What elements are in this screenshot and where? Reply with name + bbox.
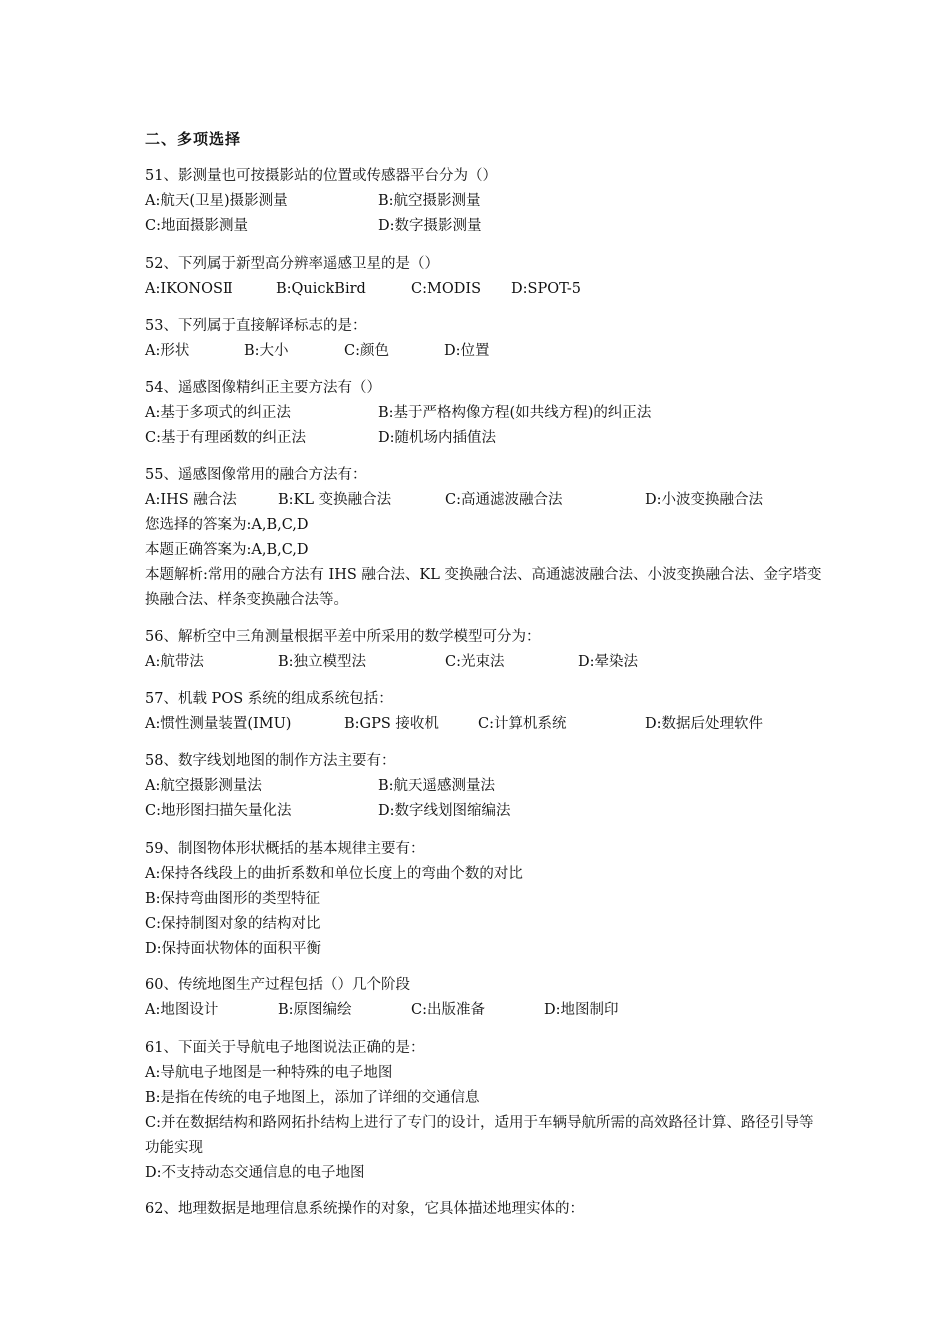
option-c: C:地形图扫描矢量化法 xyxy=(145,803,292,819)
options-row xyxy=(145,799,825,824)
option-c: C:并在数据结构和路网拓扑结构上进行了专门的设计，适用于车辆导航所需的高效路径计算、路径引导等功能实现 xyxy=(145,1115,814,1156)
option-a: A:基于多项式的纠正法 xyxy=(145,405,291,421)
options-row xyxy=(145,189,825,214)
your-answer: 您选择的答案为:A,B,C,D xyxy=(145,517,309,533)
option-a: A:IKONOSⅡ xyxy=(145,281,233,297)
question-stem: 56、解析空中三角测量根据平差中所采用的数学模型可分为： xyxy=(145,629,541,645)
question-51 xyxy=(145,164,825,239)
options-row xyxy=(145,426,825,451)
question-stem: 51、影测量也可按摄影站的位置或传感器平台分为（） xyxy=(145,168,497,184)
option-d: D:不支持动态交通信息的电子地图 xyxy=(145,1165,365,1181)
question-54 xyxy=(145,376,825,451)
option-a: A:航带法 xyxy=(145,654,204,670)
question-stem: 57、机载 POS 系统的组成系统包括： xyxy=(145,691,393,707)
option-b: B:原图编绘 xyxy=(278,1002,352,1018)
option-d: D:数据后处理软件 xyxy=(645,716,764,732)
option-d: D:保持面状物体的面积平衡 xyxy=(145,941,322,957)
option-b: B:基于严格构像方程(如共线方程)的纠正法 xyxy=(378,405,652,421)
option-d: D:数字摄影测量 xyxy=(378,218,482,234)
question-stem: 55、遥感图像常用的融合方法有： xyxy=(145,467,367,483)
question-stem: 53、下列属于直接解译标志的是： xyxy=(145,318,367,334)
question-stem: 52、下列属于新型高分辨率遥感卫星的是（） xyxy=(145,256,439,272)
answer-analysis: 本题解析:常用的融合方法有 IHS 融合法、KL 变换融合法、高通滤波融合法、小波变换融合法、金字塔变换融合法、样条变换融合法等。 xyxy=(145,567,822,608)
question-stem: 62、地理数据是地理信息系统操作的对象，它具体描述地理实体的： xyxy=(145,1201,584,1217)
option-a: A:保持各线段上的曲折系数和单位长度上的弯曲个数的对比 xyxy=(145,866,523,882)
option-c: C:高通滤波融合法 xyxy=(445,492,563,508)
options-row xyxy=(145,214,825,239)
option-c: C:出版准备 xyxy=(411,1002,485,1018)
question-62 xyxy=(145,1197,825,1222)
question-56 xyxy=(145,625,825,675)
question-60 xyxy=(145,973,825,1023)
option-d: D:随机场内插值法 xyxy=(378,430,497,446)
correct-answer: 本题正确答案为:A,B,C,D xyxy=(145,542,309,558)
option-d: D:地图制印 xyxy=(544,1002,619,1018)
question-stem: 61、下面关于导航电子地图说法正确的是： xyxy=(145,1040,425,1056)
option-b: B:航天遥感测量法 xyxy=(378,778,496,794)
option-c: C:光束法 xyxy=(445,654,505,670)
option-c: C:基于有理函数的纠正法 xyxy=(145,430,306,446)
option-b: B:是指在传统的电子地图上，添加了详细的交通信息 xyxy=(145,1090,480,1106)
option-a: A:导航电子地图是一种特殊的电子地图 xyxy=(145,1065,393,1081)
option-d: D:数字线划图缩编法 xyxy=(378,803,511,819)
option-c: C:保持制图对象的结构对比 xyxy=(145,916,321,932)
option-d: D:小波变换融合法 xyxy=(645,492,764,508)
question-53 xyxy=(145,314,825,364)
option-a: A:地图设计 xyxy=(145,1002,219,1018)
option-b: B:QuickBird xyxy=(276,281,366,297)
question-58 xyxy=(145,749,825,824)
question-57 xyxy=(145,687,825,737)
options-row xyxy=(145,998,825,1023)
question-stem: 58、数字线划地图的制作方法主要有： xyxy=(145,753,396,769)
option-d: D:SPOT-5 xyxy=(511,281,582,297)
section-title: 二、多项选择 xyxy=(145,130,242,148)
option-d: D:位置 xyxy=(444,343,490,359)
question-55 xyxy=(145,463,825,613)
question-61 xyxy=(145,1036,825,1186)
option-d: D:晕染法 xyxy=(578,654,639,670)
question-stem: 54、遥感图像精纠正主要方法有（） xyxy=(145,380,381,396)
options-row xyxy=(145,401,825,426)
options-row xyxy=(145,774,825,799)
options-row xyxy=(145,650,825,675)
option-a: A:IHS 融合法 xyxy=(145,492,237,508)
question-stem: 60、传统地图生产过程包括（）几个阶段 xyxy=(145,977,410,993)
option-b: B:保持弯曲图形的类型特征 xyxy=(145,891,321,907)
option-a: A:航空摄影测量法 xyxy=(145,778,262,794)
options-row xyxy=(145,712,825,737)
option-c: C:MODIS xyxy=(411,281,482,297)
option-a: A:惯性测量装置(IMU) xyxy=(145,716,292,732)
options-row xyxy=(145,339,825,364)
question-stem: 59、制图物体形状概括的基本规律主要有： xyxy=(145,841,425,857)
option-c: C:计算机系统 xyxy=(478,716,567,732)
question-59 xyxy=(145,837,825,962)
option-b: B:KL 变换融合法 xyxy=(278,492,392,508)
option-c: C:颜色 xyxy=(344,343,389,359)
option-b: B:独立模型法 xyxy=(278,654,367,670)
option-a: A:形状 xyxy=(145,343,190,359)
options-row xyxy=(145,488,825,513)
option-b: B:航空摄影测量 xyxy=(378,193,481,209)
option-b: B:GPS 接收机 xyxy=(344,716,439,732)
option-c: C:地面摄影测量 xyxy=(145,218,248,234)
question-52 xyxy=(145,252,825,302)
option-a: A:航天(卫星)摄影测量 xyxy=(145,193,288,209)
options-row xyxy=(145,277,825,302)
option-b: B:大小 xyxy=(244,343,289,359)
